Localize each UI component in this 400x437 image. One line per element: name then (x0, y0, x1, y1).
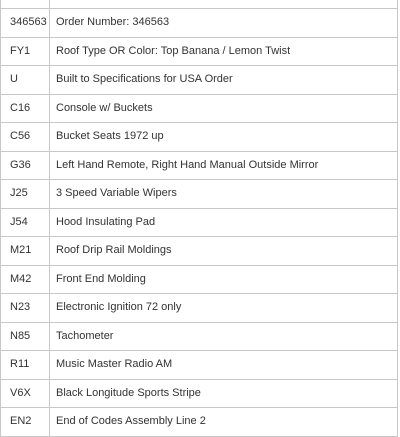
table-row (1, 151, 398, 180)
code-cell: EN2 (1, 408, 50, 437)
table-row (1, 294, 398, 323)
table-row (1, 237, 398, 266)
description-cell: Built to Specifications for USA Order (50, 66, 398, 95)
description-cell: Black Longitude Sports Stripe (50, 379, 398, 408)
code-cell: FY1 (1, 37, 50, 66)
table-row (1, 322, 398, 351)
table-row (1, 66, 398, 95)
code-cell: N85 (1, 322, 50, 351)
description-cell: Bucket Seats 1972 up (50, 123, 398, 152)
table-row (1, 180, 398, 209)
code-cell: 346563 (1, 9, 50, 38)
option-codes-table-body (1, 0, 398, 436)
description-cell: Front End Molding (50, 265, 398, 294)
description-cell: 3 Speed Variable Wipers (50, 180, 398, 209)
code-cell: C56 (1, 123, 50, 152)
code-cell: V6X (1, 379, 50, 408)
table-cell-empty (1, 0, 50, 9)
description-cell: Music Master Radio AM (50, 351, 398, 380)
table-row (1, 379, 398, 408)
description-cell: Roof Type OR Color: Top Banana / Lemon Twist (50, 37, 398, 66)
code-cell: U (1, 66, 50, 95)
code-cell: C16 (1, 94, 50, 123)
description-cell: Left Hand Remote, Right Hand Manual Outside Mirror (50, 151, 398, 180)
table-row (1, 9, 398, 38)
table-row (1, 208, 398, 237)
description-cell: Console w/ Buckets (50, 94, 398, 123)
code-cell: N23 (1, 294, 50, 323)
table-cell-empty (50, 0, 398, 9)
code-cell: M42 (1, 265, 50, 294)
table-row (1, 408, 398, 437)
table-row (1, 351, 398, 380)
table-row (1, 123, 398, 152)
table-row-partial (1, 0, 398, 9)
code-cell: G36 (1, 151, 50, 180)
code-cell: J54 (1, 208, 50, 237)
description-cell: End of Codes Assembly Line 2 (50, 408, 398, 437)
code-cell: R11 (1, 351, 50, 380)
table-row (1, 94, 398, 123)
code-cell: M21 (1, 237, 50, 266)
description-cell: Hood Insulating Pad (50, 208, 398, 237)
table-row (1, 265, 398, 294)
table-row (1, 37, 398, 66)
description-cell: Order Number: 346563 (50, 9, 398, 38)
code-cell: J25 (1, 180, 50, 209)
description-cell: Electronic Ignition 72 only (50, 294, 398, 323)
description-cell: Tachometer (50, 322, 398, 351)
description-cell: Roof Drip Rail Moldings (50, 237, 398, 266)
